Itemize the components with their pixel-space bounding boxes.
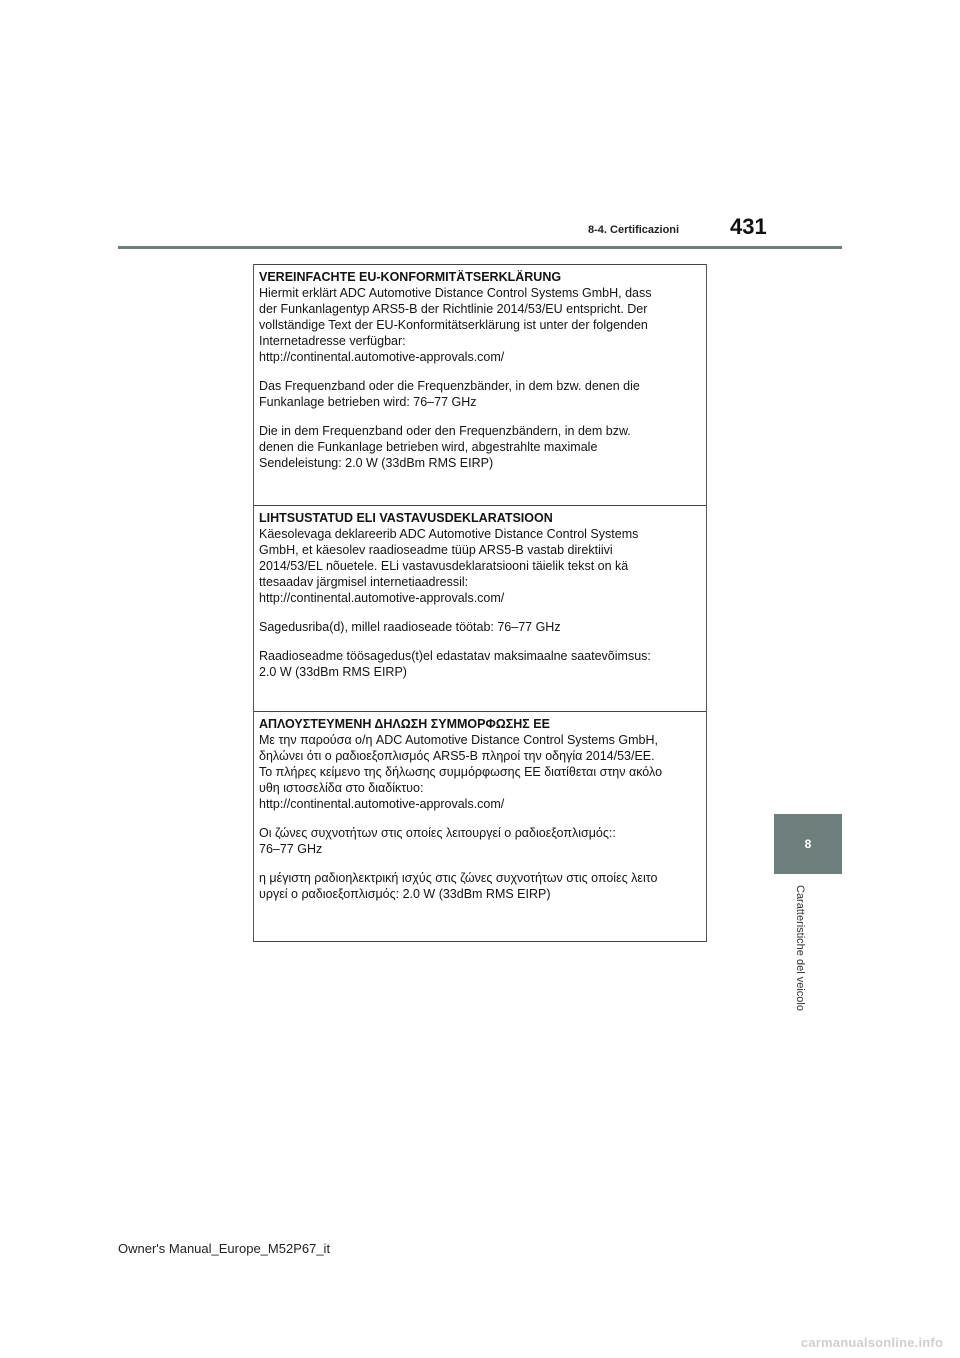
section-title: 8-4. Certificazioni: [588, 224, 680, 236]
block-greek-declaration: [254, 712, 706, 915]
block-paragraph: Käesolevaga deklareerib ADC Automotive Distance Control Systems GmbH, et käesolev raadioseadme tüüp ARS5-B vastab direktiivi 2014/53/EL nõuetele. ELi vastavusdeklaratsiooni täielik tekst on kä ttesaadav järgmisel internetiaadressil: http://continental.automotive-approvals.com/: [259, 527, 639, 605]
block-title: LIHTSUSTATUD ELI VASTAVUSDEKLARATSIOON: [259, 511, 553, 525]
chapter-tab[interactable]: 8: [774, 814, 842, 874]
watermark: carmanualsonline.info: [800, 1334, 944, 1350]
page-number: 431: [730, 214, 767, 239]
block-paragraph: Sagedusriba(d), millel raadioseade töötab: 76–77 GHz: [259, 620, 561, 634]
block-paragraph: Με την παρούσα ο/η ADC Automotive Distance Control Systems GmbH, δηλώνει ότι ο ραδιοεξοπλισμός ARS5-B πληροί την οδηγία 2014/53/ΕΕ. Το πλήρες κείμενο της δήλωσης συμμόρφωσης ΕΕ διατίθεται στην ακόλο υθη ιστοσελίδα στο διαδίκτυο: http://continental.automotive-approvals.com/: [259, 733, 663, 811]
chapter-label: Caratteristiche del veicolo: [794, 885, 806, 1011]
block-paragraph: Οι ζώνες συχνοτήτων στις οποίες λειτουργεί ο ραδιοεξοπλισμός:: 76–77 GHz: [259, 826, 616, 856]
block-paragraph: η μέγιστη ραδιοηλεκτρική ισχύς στις ζώνες συχνοτήτων στις οποίες λειτο υργεί ο ραδιοεξοπλισμός: 2.0 W (33dBm RMS EIRP): [259, 871, 658, 901]
block-paragraph: Raadioseadme töösagedus(t)el edastatav maksimaalne saatevõimsus: 2.0 W (33dBm RMS EIRP): [259, 649, 651, 679]
block-paragraph: Die in dem Frequenzband oder den Frequenzbändern, in dem bzw. denen die Funkanlage betrieben wird, abgestrahlte maximale Sendeleistung: 2.0 W (33dBm RMS EIRP): [259, 424, 631, 470]
block-paragraph: Hiermit erklärt ADC Automotive Distance Control Systems GmbH, dass der Funkanlagentyp ARS5-B der Richtlinie 2014/53/EU entspricht. Der vollständige Text der EU-Konformitätserklärung ist unter der folgenden Internetadresse verfügbar: http://continental.automotive-approvals.com/: [259, 286, 652, 364]
footer-text: Owner's Manual_Europe_M52P67_it: [118, 1241, 331, 1256]
block-german-declaration: [254, 265, 706, 484]
block-estonian-declaration: [254, 506, 706, 693]
block-title: ΑΠΛΟΥΣΤΕΥΜΕΝΗ ΔΗΛΩΣΗ ΣΥΜΜΟΡΦΩΣΗΣ ΕΕ: [259, 717, 550, 731]
block-title: VEREINFACHTE EU-KONFORMITÄTSERKLÄRUNG: [259, 270, 562, 284]
block-paragraph: Das Frequenzband oder die Frequenzbänder, in dem bzw. denen die Funkanlage betrieben wird: 76–77 GHz: [259, 379, 640, 409]
block-divider: [254, 941, 706, 942]
header-divider: [118, 246, 842, 249]
certificate-scan: [253, 264, 707, 942]
